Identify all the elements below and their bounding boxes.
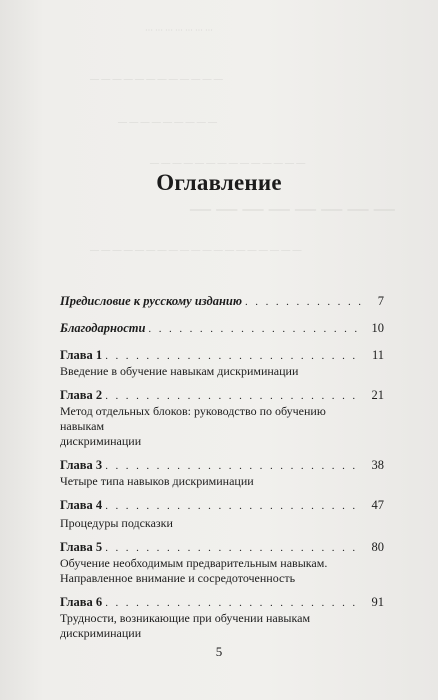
chapter-title: Четыре типа навыков дискриминации bbox=[60, 474, 254, 488]
chapter-title: Трудности, возникающие при обучении навыкам дискриминации bbox=[60, 611, 311, 640]
chapter-title: Обучение необходимым предварительным навыкам. bbox=[60, 556, 328, 570]
toc-entry-preface[interactable] bbox=[60, 294, 384, 310]
toc-page-number: 91 bbox=[371, 595, 384, 609]
toc-entry-label: Предисловие к русскому изданию bbox=[60, 294, 242, 308]
toc-page-number: 11 bbox=[371, 348, 384, 362]
toc-entry-chapter-3[interactable] bbox=[60, 458, 384, 489]
page-number: 5 bbox=[215, 644, 223, 659]
toc-entry-label: Глава 3 bbox=[60, 458, 103, 472]
leader-dots bbox=[105, 459, 361, 474]
toc-entry-label: Благодарности bbox=[60, 321, 146, 335]
chapter-title: Процедуры подсказки bbox=[60, 516, 173, 530]
bleed-through-text: — — — — — — — — — — — — — — bbox=[150, 158, 306, 168]
toc-entry-label: Глава 5 bbox=[60, 540, 103, 554]
toc-page-number: 7 bbox=[377, 294, 384, 308]
leader-dots bbox=[245, 295, 361, 310]
bleed-through-text: — — — — — — — — — — — — bbox=[90, 74, 223, 84]
bleed-through-text: ··· ··· ··· ··· ··· ··· ··· bbox=[145, 26, 213, 35]
leader-dots bbox=[105, 389, 361, 404]
toc-page-number: 47 bbox=[371, 498, 384, 512]
toc-page-number: 80 bbox=[371, 540, 384, 554]
toc-entry-label: Глава 4 bbox=[60, 498, 103, 512]
toc-entry-chapter-5[interactable] bbox=[60, 540, 384, 586]
table-of-contents bbox=[60, 294, 384, 641]
leader-dots bbox=[105, 349, 361, 364]
toc-page-number: 38 bbox=[371, 458, 384, 472]
leader-dots bbox=[105, 596, 361, 611]
chapter-title: Введение в обучение навыкам дискриминации bbox=[60, 364, 299, 378]
toc-entry-label: Глава 2 bbox=[60, 388, 103, 402]
toc-heading: Оглавление bbox=[156, 170, 282, 195]
chapter-title: Направленное внимание и сосредоточенность bbox=[60, 571, 296, 585]
leader-dots bbox=[105, 499, 361, 514]
leader-dots bbox=[148, 322, 361, 337]
toc-entry-label: Глава 1 bbox=[60, 348, 103, 362]
bleed-through-text: — — — — — — — — — — — — — — — — — — — bbox=[90, 245, 302, 255]
toc-entry-chapter-4[interactable] bbox=[60, 498, 384, 531]
bleed-through-text: — — — — — — — — bbox=[190, 196, 395, 220]
toc-entry-acknowledgements[interactable] bbox=[60, 321, 384, 337]
toc-page-number: 10 bbox=[371, 321, 384, 335]
toc-entry-chapter-1[interactable] bbox=[60, 348, 384, 379]
toc-entry-chapter-2[interactable] bbox=[60, 388, 384, 449]
chapter-title: Метод отдельных блоков: руководство по обучению навыкам bbox=[60, 404, 326, 433]
chapter-title: дискриминации bbox=[60, 434, 142, 448]
bleed-through-text: — — — — — — — — — bbox=[118, 117, 217, 127]
toc-page-number: 21 bbox=[371, 388, 384, 402]
toc-entry-label: Глава 6 bbox=[60, 595, 103, 609]
leader-dots bbox=[105, 541, 361, 556]
toc-entry-chapter-6[interactable] bbox=[60, 595, 384, 641]
